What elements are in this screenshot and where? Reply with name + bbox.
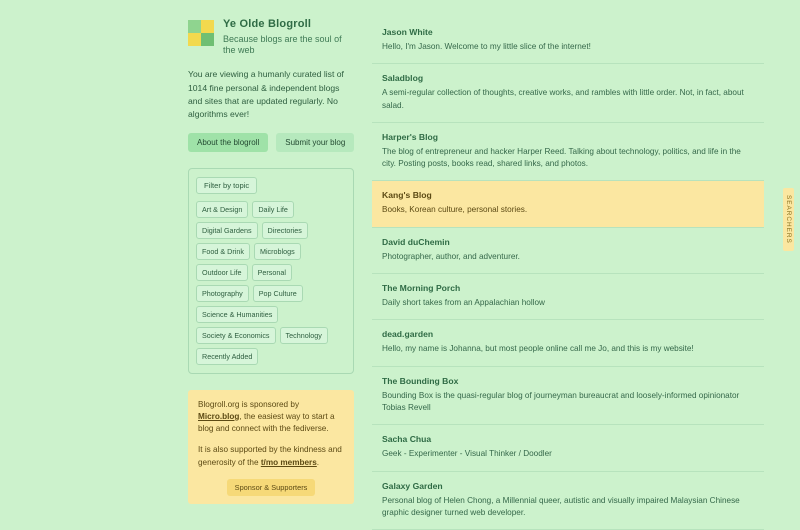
blog-title[interactable]: Jason White: [382, 27, 433, 37]
list-item[interactable]: [372, 367, 764, 426]
brand-text: [223, 18, 354, 56]
blogroll-logo-icon: [188, 20, 214, 46]
topic-tag[interactable]: Technology: [280, 327, 328, 344]
sponsor-line-1-post: , the easiest way to start a blog and connect with the fediverse.: [198, 411, 335, 434]
list-item-highlighted[interactable]: [372, 181, 764, 227]
sponsor-line-2-post: .: [316, 457, 320, 467]
blog-title[interactable]: Kang's Blog: [382, 190, 432, 201]
topic-tag[interactable]: Directories: [262, 222, 308, 239]
list-item[interactable]: [372, 228, 764, 274]
sponsor-supporters-button[interactable]: Sponsor & Supporters: [227, 479, 316, 496]
blog-description: Hello, my name is Johanna, but most people online call me Jo, and this is my website!: [382, 344, 694, 354]
blog-title[interactable]: David duChemin: [382, 236, 450, 247]
blog-description: Geek - Experimenter - Visual Thinker / Doodler: [382, 449, 552, 459]
blog-description: Bounding Box is the quasi-regular blog of journeyman bureaucrat and loosely-informed opinionator Tobias Revell: [382, 390, 740, 412]
blog-title[interactable]: dead.garden: [382, 329, 434, 340]
topic-tag[interactable]: Science & Humanities: [196, 306, 278, 323]
blog-feed-list[interactable]: [372, 18, 764, 517]
sidebar: [0, 18, 372, 492]
sponsor-line-1: [198, 399, 344, 436]
sponsor-line-2-pre: It is also supported by the kindness and generosity of the: [198, 445, 342, 467]
topic-tag[interactable]: Digital Gardens: [196, 222, 258, 239]
submit-your-blog-button[interactable]: Submit your blog: [276, 133, 354, 152]
list-item[interactable]: [372, 18, 764, 64]
filter-panel: [188, 168, 354, 374]
blog-description: The blog of entrepreneur and hacker Harper Reed. Talking about technology, politics, and life in the city. Posting posts, books read, shared links, and photos.: [382, 146, 741, 169]
sponsor-line-1-pre: Blogroll.org is sponsored by: [198, 399, 300, 409]
blog-title[interactable]: Galaxy Garden: [382, 480, 443, 491]
blog-description: A semi-regular collection of thoughts, creative works, and rambles with little order. Not, in fact, about salad.: [382, 88, 744, 110]
blog-title[interactable]: Harper's Blog: [382, 131, 439, 142]
list-item[interactable]: [372, 274, 764, 320]
blog-description: Books, Korean culture, personal stories.: [382, 205, 528, 215]
topic-tag[interactable]: Microblogs: [254, 243, 301, 260]
tmo-members-link[interactable]: t/mo members: [260, 457, 317, 467]
topic-tag[interactable]: Food & Drink: [196, 243, 250, 260]
about-blogroll-button[interactable]: About the blogroll: [188, 133, 268, 152]
sponsor-box: [188, 390, 354, 504]
sponsor-line-2: [198, 444, 344, 469]
blog-description: Daily short takes from an Appalachian hollow: [382, 298, 545, 308]
filter-by-topic-label[interactable]: Filter by topic: [196, 177, 257, 194]
topic-tag[interactable]: Art & Design: [196, 201, 248, 218]
blog-description: Hello, I'm Jason. Welcome to my little slice of the internet!: [382, 42, 591, 51]
blog-feed-column: [372, 18, 800, 517]
blog-title[interactable]: Sacha Chua: [382, 434, 432, 445]
topic-tag[interactable]: Pop Culture: [253, 285, 303, 302]
sponsor-button-wrap: [198, 479, 344, 496]
intro-text: You are viewing a humanly curated list of 1014 fine personal & independent blogs and sites that are updated regularly. No algorithms ever!: [188, 69, 344, 120]
blog-title[interactable]: The Morning Porch: [382, 283, 461, 294]
microblog-link[interactable]: Micro.blog: [198, 411, 240, 421]
blog-description: Photographer, author, and adventurer.: [382, 251, 520, 261]
list-item[interactable]: [372, 123, 764, 182]
blog-title[interactable]: Saladblog: [382, 73, 424, 84]
blog-description: Personal blog of Helen Chong, a Millennial queer, autistic and visually impaired Malaysian Chinese graphic designer turned web developer.: [382, 495, 740, 517]
blog-title[interactable]: The Bounding Box: [382, 375, 459, 386]
topic-tag[interactable]: Outdoor Life: [196, 264, 248, 281]
list-item[interactable]: [372, 320, 764, 366]
topic-tag[interactable]: Daily Life: [252, 201, 294, 218]
list-item[interactable]: [372, 64, 764, 123]
searchers-side-tab[interactable]: SEARCHERS: [783, 188, 794, 251]
list-item[interactable]: [372, 425, 764, 471]
site-subtitle: Because blogs are the soul of the web: [223, 33, 342, 55]
brand: [188, 18, 354, 56]
topic-tag[interactable]: Personal: [252, 264, 292, 281]
topic-tag-cloud: [196, 201, 346, 365]
site-title: Ye Olde Blogroll: [223, 18, 312, 30]
list-item[interactable]: [372, 472, 764, 530]
topic-tag[interactable]: Recently Added: [196, 348, 258, 365]
topic-tag[interactable]: Photography: [196, 285, 249, 302]
action-buttons: [188, 133, 354, 152]
topic-tag[interactable]: Society & Economics: [196, 327, 276, 344]
